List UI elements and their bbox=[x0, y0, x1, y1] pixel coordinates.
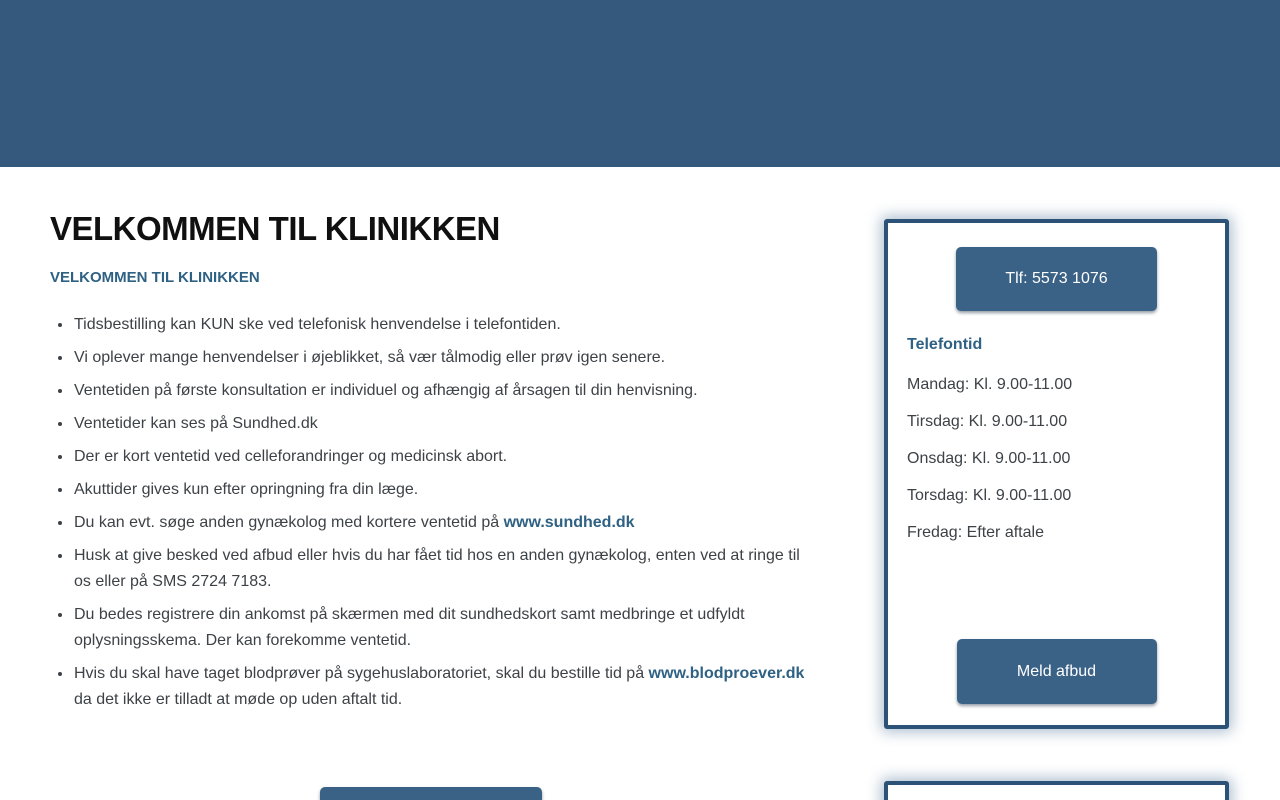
list-item bbox=[73, 377, 820, 404]
bottom-button-partial[interactable] bbox=[320, 787, 542, 800]
list-item-text: Husk at give besked ved afbud eller hvis du har fået tid hos en anden gynækolog, enten ved at ringe til os eller på SMS 2724 7183. bbox=[74, 547, 800, 590]
list-item bbox=[73, 344, 820, 371]
list-item bbox=[73, 660, 820, 713]
inline-link[interactable]: www.blodproever.dk bbox=[648, 665, 805, 682]
list-item-text: Ventetiden på første konsultation er individuel og afhængig af årsagen til din henvisning. bbox=[74, 382, 698, 399]
list-item-text: Du kan evt. søge anden gynækolog med kortere ventetid på bbox=[74, 514, 504, 531]
list-item bbox=[73, 410, 820, 437]
list-item-text: Vi oplever mange henvendelser i øjeblikket, så vær tålmodig eller prøv igen senere. bbox=[74, 349, 666, 366]
secondary-card-partial bbox=[884, 781, 1229, 800]
welcome-section bbox=[50, 167, 820, 719]
list-item-text: Tidsbestilling kan KUN ske ved telefonisk henvendelse i telefontiden. bbox=[74, 316, 561, 333]
header-banner bbox=[0, 0, 1280, 167]
contact-card bbox=[884, 219, 1229, 729]
page-subtitle: VELKOMMEN TIL KLINIKKEN bbox=[50, 269, 260, 286]
inline-link[interactable]: www.sundhed.dk bbox=[503, 514, 635, 531]
info-list bbox=[50, 311, 820, 713]
list-item bbox=[73, 476, 820, 503]
list-item-text: Akuttider gives kun efter opringning fra din læge. bbox=[74, 481, 419, 498]
list-item-text: Du bedes registrere din ankomst på skærmen med dit sundhedskort samt medbringe et udfyldt oplysningsskema. Der kan forekomme ventetid. bbox=[74, 606, 745, 649]
cancel-appointment-button[interactable]: Meld afbud bbox=[957, 639, 1157, 704]
phone-button[interactable]: Tlf: 5573 1076 bbox=[956, 247, 1157, 311]
list-item bbox=[73, 311, 820, 338]
list-item-text: Der er kort ventetid ved celleforandringer og medicinsk abort. bbox=[74, 448, 508, 465]
hours-list bbox=[907, 376, 1225, 541]
list-item bbox=[73, 443, 820, 470]
list-item-text: da det ikke er tilladt at møde op uden aftalt tid. bbox=[74, 691, 403, 708]
list-item bbox=[73, 601, 820, 654]
list-item-text: Hvis du skal have taget blodprøver på sygehuslaboratoriet, skal du bestille tid på bbox=[74, 665, 649, 682]
list-item bbox=[73, 509, 820, 536]
page-title: VELKOMMEN TIL KLINIKKEN bbox=[50, 210, 500, 247]
hours-line: Tirsdag: Kl. 9.00-11.00 bbox=[907, 413, 1068, 430]
list-item-text: Ventetider kan ses på Sundhed.dk bbox=[74, 415, 318, 432]
hours-line: Torsdag: Kl. 9.00-11.00 bbox=[907, 487, 1072, 504]
list-item bbox=[73, 542, 820, 595]
hours-line: Mandag: Kl. 9.00-11.00 bbox=[907, 376, 1073, 393]
hours-line: Onsdag: Kl. 9.00-11.00 bbox=[907, 450, 1071, 467]
hours-line: Fredag: Efter aftale bbox=[907, 524, 1044, 541]
hours-title: Telefontid bbox=[907, 336, 983, 353]
